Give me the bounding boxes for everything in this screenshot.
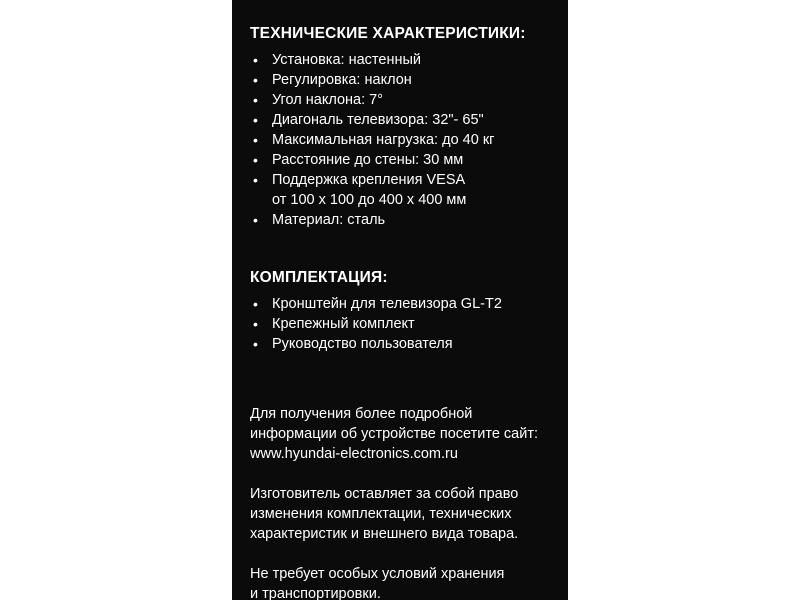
spec-item-text: Расстояние до стены: 30 мм [272,152,464,168]
info-line: информации об устройстве посетите сайт: [250,426,539,442]
bullet-icon: • [253,316,258,332]
manufacturer-note [250,484,568,544]
kit-list [250,294,568,354]
bullet-icon: • [253,92,258,108]
bullet-icon: • [253,72,258,88]
spec-item-text-line2: от 100 х 100 до 400 х 400 мм [272,192,467,208]
spec-item-mounting [250,50,568,70]
storage-note [250,564,568,600]
section-spacer [250,230,568,268]
bullet-icon: • [253,112,258,128]
paragraph-spacer [250,464,568,484]
spec-item-text: Установка: настенный [272,52,421,68]
kit-item-manual [250,334,568,354]
spec-item-tilt-angle [250,90,568,110]
specs-heading: ТЕХНИЧЕСКИЕ ХАРАКТЕРИСТИКИ: [250,25,526,42]
spec-item-text: Материал: сталь [272,212,386,228]
bullet-icon: • [253,172,258,188]
spec-item-diagonal [250,110,568,130]
spec-item-text: Максимальная нагрузка: до 40 кг [272,132,495,148]
bullet-icon: • [253,52,258,68]
info-paragraph [250,404,568,464]
manufacturer-note-line: характеристик и внешнего вида товара. [250,526,519,542]
kit-item-text: Руководство пользователя [272,336,453,352]
website-address: www.hyundai-electronics.com.ru [250,446,458,462]
spec-item-wall-distance [250,150,568,170]
kit-item-text: Кронштейн для телевизора GL-T2 [272,296,502,312]
spec-item-material [250,210,568,230]
spec-item-text: Диагональ телевизора: 32"- 65" [272,112,484,128]
paragraph-spacer [250,544,568,564]
spec-item-vesa [250,170,568,210]
storage-note-line: Не требует особых условий хранения [250,566,505,582]
kit-heading: КОМПЛЕКТАЦИЯ: [250,269,388,286]
manufacturer-note-line: изменения комплектации, технических [250,506,512,522]
spec-item-text: Угол наклона: 7° [272,92,384,108]
bullet-icon: • [253,336,258,352]
bullet-icon: • [253,152,258,168]
info-line: Для получения более подробной [250,406,473,422]
spec-item-text: Регулировка: наклон [272,72,412,88]
storage-note-line: и транспортировки. [250,586,381,600]
spec-item-text: Поддержка крепления VESA [272,172,466,188]
spec-item-adjustment [250,70,568,90]
kit-item-bracket [250,294,568,314]
spec-card [232,0,568,600]
bullet-icon: • [253,296,258,312]
manufacturer-note-line: Изготовитель оставляет за собой право [250,486,519,502]
bullet-icon: • [253,132,258,148]
kit-item-fasteners [250,314,568,334]
spec-card-content [250,24,568,600]
spec-item-max-load [250,130,568,150]
kit-item-text: Крепежный комплект [272,316,415,332]
bullet-icon: • [253,212,258,228]
section-spacer [250,354,568,404]
specs-list [250,50,568,230]
